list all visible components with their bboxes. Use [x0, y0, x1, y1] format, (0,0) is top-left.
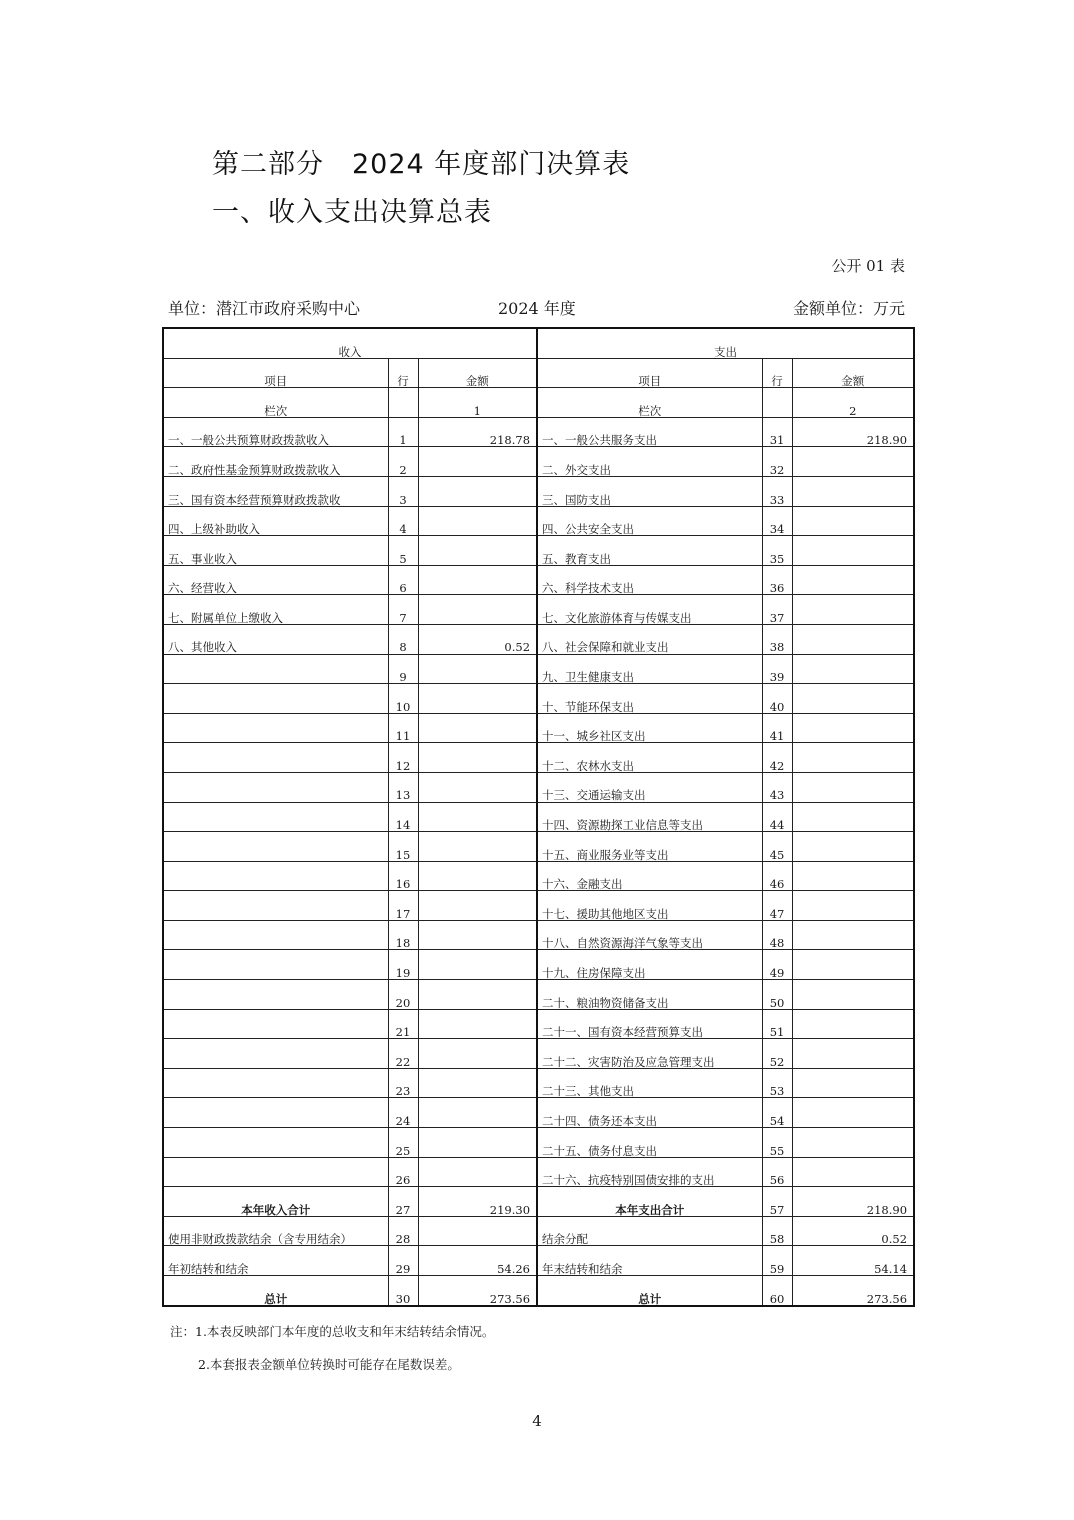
income-item-cell: 三、国有资本经营预算财政拨款收	[163, 476, 388, 506]
total-row	[163, 1246, 914, 1276]
income-amount-cell: 0.52	[418, 624, 537, 654]
expense-amount-cell	[792, 1098, 914, 1128]
income-amount-cell	[418, 684, 537, 714]
income-line-cell: 27	[388, 1187, 418, 1217]
income-amount-cell	[418, 772, 537, 802]
expense-item-cell: 七、文化旅游体育与传媒支出	[537, 595, 762, 625]
income-amount-header: 金额	[418, 358, 537, 388]
expense-item-cell: 十六、金融支出	[537, 861, 762, 891]
income-item-cell	[163, 1098, 388, 1128]
expense-amount-cell	[792, 1039, 914, 1069]
table-row	[163, 1157, 914, 1187]
income-amount-cell: 218.78	[418, 417, 537, 447]
income-line-cell: 9	[388, 654, 418, 684]
expense-item-cell: 九、卫生健康支出	[537, 654, 762, 684]
expense-item-cell: 十五、商业服务业等支出	[537, 832, 762, 862]
income-amount-cell	[418, 802, 537, 832]
income-line-cell: 13	[388, 772, 418, 802]
expense-item-cell: 结余分配	[537, 1216, 762, 1246]
income-item-cell	[163, 832, 388, 862]
expense-line-cell: 52	[762, 1039, 792, 1069]
income-line-cell: 24	[388, 1098, 418, 1128]
expense-item-cell: 十三、交通运输支出	[537, 772, 762, 802]
fiscal-year: 2024 年度	[498, 299, 576, 318]
expense-amount-cell: 54.14	[792, 1246, 914, 1276]
expense-line-cell: 53	[762, 1068, 792, 1098]
expense-line-cell: 41	[762, 713, 792, 743]
income-item-cell	[163, 920, 388, 950]
expense-line-cell: 38	[762, 624, 792, 654]
income-item-cell: 二、政府性基金预算财政拨款收入	[163, 447, 388, 477]
income-item-cell: 总计	[163, 1276, 388, 1306]
table-row	[163, 1068, 914, 1098]
table-row	[163, 861, 914, 891]
income-line-cell: 21	[388, 1009, 418, 1039]
expense-seq-number: 2	[792, 388, 914, 418]
expense-line-cell: 46	[762, 861, 792, 891]
expense-item-cell: 十二、农林水支出	[537, 743, 762, 773]
expense-line-cell: 55	[762, 1128, 792, 1158]
income-item-cell	[163, 713, 388, 743]
income-item-cell	[163, 654, 388, 684]
expense-line-cell: 60	[762, 1276, 792, 1306]
income-line-cell: 5	[388, 536, 418, 566]
table-row	[163, 1009, 914, 1039]
table-row	[163, 536, 914, 566]
income-item-cell	[163, 1157, 388, 1187]
expense-item-cell: 一、一般公共服务支出	[537, 417, 762, 447]
expense-amount-cell	[792, 447, 914, 477]
income-line-cell: 25	[388, 1128, 418, 1158]
expense-line-cell: 56	[762, 1157, 792, 1187]
form-code: 公开 01 表	[831, 257, 905, 275]
table-row	[163, 476, 914, 506]
income-amount-cell	[418, 506, 537, 536]
income-amount-cell	[418, 950, 537, 980]
income-item-cell	[163, 772, 388, 802]
expense-line-cell: 58	[762, 1216, 792, 1246]
income-line-header: 行	[388, 358, 418, 388]
table-row	[163, 1098, 914, 1128]
income-amount-cell	[418, 1039, 537, 1069]
income-amount-cell	[418, 743, 537, 773]
table-row	[163, 713, 914, 743]
income-amount-cell	[418, 1098, 537, 1128]
expense-item-cell: 十七、援助其他地区支出	[537, 891, 762, 921]
expense-amount-cell	[792, 476, 914, 506]
table-row	[163, 595, 914, 625]
expense-header: 支出	[537, 328, 914, 358]
income-amount-cell	[418, 654, 537, 684]
expense-item-cell: 总计	[537, 1276, 762, 1306]
table-row	[163, 447, 914, 477]
income-item-cell: 五、事业收入	[163, 536, 388, 566]
income-item-cell: 六、经营收入	[163, 565, 388, 595]
income-item-cell	[163, 1039, 388, 1069]
expense-line-cell: 48	[762, 920, 792, 950]
table-row	[163, 832, 914, 862]
expense-amount-cell	[792, 1128, 914, 1158]
income-expense-table	[162, 327, 915, 1307]
expense-amount-cell	[792, 1157, 914, 1187]
expense-amount-cell	[792, 832, 914, 862]
expense-item-cell: 六、科学技术支出	[537, 565, 762, 595]
table-row	[163, 743, 914, 773]
income-line-cell: 10	[388, 684, 418, 714]
expense-item-cell: 五、教育支出	[537, 536, 762, 566]
income-item-cell	[163, 802, 388, 832]
income-item-cell	[163, 861, 388, 891]
expense-line-cell: 42	[762, 743, 792, 773]
income-amount-cell	[418, 1216, 537, 1246]
income-amount-cell	[418, 565, 537, 595]
expense-amount-cell	[792, 565, 914, 595]
table-row	[163, 950, 914, 980]
expense-line-cell: 31	[762, 417, 792, 447]
expense-amount-cell	[792, 743, 914, 773]
expense-item-cell: 本年支出合计	[537, 1187, 762, 1217]
expense-amount-cell	[792, 595, 914, 625]
table-row	[163, 1039, 914, 1069]
expense-item-cell: 二十、粮油物资储备支出	[537, 980, 762, 1010]
expense-amount-cell	[792, 980, 914, 1010]
income-amount-cell	[418, 832, 537, 862]
expense-item-cell: 八、社会保障和就业支出	[537, 624, 762, 654]
expense-item-cell: 二十二、灾害防治及应急管理支出	[537, 1039, 762, 1069]
expense-amount-cell: 273.56	[792, 1276, 914, 1306]
expense-item-cell: 二、外交支出	[537, 447, 762, 477]
expense-line-cell: 40	[762, 684, 792, 714]
expense-seq-label: 栏次	[537, 388, 762, 418]
table-row	[163, 802, 914, 832]
expense-item-cell: 二十三、其他支出	[537, 1068, 762, 1098]
income-item-cell	[163, 684, 388, 714]
table-row	[163, 891, 914, 921]
expense-amount-cell	[792, 802, 914, 832]
expense-amount-cell	[792, 506, 914, 536]
expense-amount-cell	[792, 684, 914, 714]
expense-line-cell: 49	[762, 950, 792, 980]
income-line-cell: 7	[388, 595, 418, 625]
income-item-cell	[163, 743, 388, 773]
income-line-cell: 14	[388, 802, 418, 832]
expense-item-cell: 十九、住房保障支出	[537, 950, 762, 980]
expense-line-cell: 43	[762, 772, 792, 802]
income-amount-cell	[418, 980, 537, 1010]
expense-item-cell: 十一、城乡社区支出	[537, 713, 762, 743]
expense-item-cell: 十、节能环保支出	[537, 684, 762, 714]
expense-line-cell: 47	[762, 891, 792, 921]
income-line-cell: 4	[388, 506, 418, 536]
table-row	[163, 506, 914, 536]
income-line-cell: 26	[388, 1157, 418, 1187]
income-amount-cell: 219.30	[418, 1187, 537, 1217]
money-unit: 金额单位：万元	[792, 299, 905, 318]
income-item-cell: 四、上级补助收入	[163, 506, 388, 536]
income-line-cell: 2	[388, 447, 418, 477]
income-item-cell: 年初结转和结余	[163, 1246, 388, 1276]
note-2: 2.本套报表金额单位转换时可能存在尾数误差。	[198, 1357, 460, 1372]
expense-item-cell: 二十四、债务还本支出	[537, 1098, 762, 1128]
income-item-cell	[163, 1009, 388, 1039]
expense-amount-cell: 0.52	[792, 1216, 914, 1246]
table-row	[163, 624, 914, 654]
expense-amount-cell	[792, 536, 914, 566]
table-title: 一、收入支出决算总表	[212, 197, 492, 228]
income-line-cell: 18	[388, 920, 418, 950]
income-item-cell	[163, 1068, 388, 1098]
expense-line-cell: 33	[762, 476, 792, 506]
table-row	[163, 565, 914, 595]
table-row	[163, 654, 914, 684]
expense-line-cell: 51	[762, 1009, 792, 1039]
income-amount-cell: 273.56	[418, 1276, 537, 1306]
income-line-cell: 22	[388, 1039, 418, 1069]
total-row	[163, 1216, 914, 1246]
expense-line-cell: 37	[762, 595, 792, 625]
expense-amount-cell	[792, 1068, 914, 1098]
note-1: 注：1.本表反映部门本年度的总收支和年末结转结余情况。	[170, 1324, 495, 1339]
income-amount-cell	[418, 476, 537, 506]
income-item-header: 项目	[163, 358, 388, 388]
income-line-cell: 11	[388, 713, 418, 743]
expense-item-header: 项目	[537, 358, 762, 388]
income-header: 收入	[163, 328, 537, 358]
income-amount-cell	[418, 1157, 537, 1187]
income-item-cell	[163, 950, 388, 980]
expense-amount-cell	[792, 920, 914, 950]
income-line-cell: 15	[388, 832, 418, 862]
expense-seq-line	[762, 388, 792, 418]
income-line-cell: 3	[388, 476, 418, 506]
expense-amount-cell	[792, 891, 914, 921]
expense-item-cell: 二十五、债务付息支出	[537, 1128, 762, 1158]
income-amount-cell	[418, 891, 537, 921]
expense-item-cell: 二十一、国有资本经营预算支出	[537, 1009, 762, 1039]
income-line-cell: 19	[388, 950, 418, 980]
expense-item-cell: 十八、自然资源海洋气象等支出	[537, 920, 762, 950]
expense-item-cell: 年末结转和结余	[537, 1246, 762, 1276]
expense-line-cell: 45	[762, 832, 792, 862]
income-amount-cell: 54.26	[418, 1246, 537, 1276]
income-line-cell: 8	[388, 624, 418, 654]
expense-amount-cell	[792, 950, 914, 980]
expense-amount-cell	[792, 624, 914, 654]
income-line-cell: 12	[388, 743, 418, 773]
income-item-cell: 八、其他收入	[163, 624, 388, 654]
expense-amount-cell	[792, 654, 914, 684]
expense-line-cell: 32	[762, 447, 792, 477]
expense-amount-cell: 218.90	[792, 1187, 914, 1217]
income-seq-line	[388, 388, 418, 418]
income-amount-cell	[418, 861, 537, 891]
expense-line-cell: 50	[762, 980, 792, 1010]
table-row	[163, 1128, 914, 1158]
income-line-cell: 1	[388, 417, 418, 447]
expense-amount-cell: 218.90	[792, 417, 914, 447]
expense-line-cell: 36	[762, 565, 792, 595]
reporting-unit: 单位：潜江市政府采购中心	[168, 299, 361, 318]
expense-line-cell: 54	[762, 1098, 792, 1128]
expense-line-cell: 35	[762, 536, 792, 566]
expense-line-cell: 44	[762, 802, 792, 832]
table-row	[163, 920, 914, 950]
income-item-cell: 一、一般公共预算财政拨款收入	[163, 417, 388, 447]
income-item-cell: 七、附属单位上缴收入	[163, 595, 388, 625]
income-line-cell: 28	[388, 1216, 418, 1246]
income-item-cell: 本年收入合计	[163, 1187, 388, 1217]
table-row	[163, 417, 914, 447]
income-amount-cell	[418, 920, 537, 950]
section-header-row	[163, 328, 914, 358]
income-line-cell: 6	[388, 565, 418, 595]
income-line-cell: 16	[388, 861, 418, 891]
income-line-cell: 29	[388, 1246, 418, 1276]
income-amount-cell	[418, 536, 537, 566]
expense-amount-cell	[792, 1009, 914, 1039]
expense-amount-cell	[792, 772, 914, 802]
income-item-cell	[163, 980, 388, 1010]
column-header-row	[163, 358, 914, 388]
total-row	[163, 1187, 914, 1217]
expense-item-cell: 四、公共安全支出	[537, 506, 762, 536]
table-row	[163, 772, 914, 802]
table-row	[163, 684, 914, 714]
part-title: 第二部分 2024 年度部门决算表	[212, 149, 631, 180]
table-row	[163, 980, 914, 1010]
income-line-cell: 20	[388, 980, 418, 1010]
income-item-cell	[163, 891, 388, 921]
expense-amount-header: 金额	[792, 358, 914, 388]
income-line-cell: 23	[388, 1068, 418, 1098]
page-number: 4	[532, 1412, 542, 1430]
income-amount-cell	[418, 1128, 537, 1158]
income-line-cell: 17	[388, 891, 418, 921]
income-amount-cell	[418, 595, 537, 625]
expense-item-cell: 十四、资源勘探工业信息等支出	[537, 802, 762, 832]
expense-item-cell: 二十六、抗疫特别国债安排的支出	[537, 1157, 762, 1187]
income-amount-cell	[418, 1068, 537, 1098]
income-amount-cell	[418, 713, 537, 743]
income-seq-number: 1	[418, 388, 537, 418]
expense-line-cell: 39	[762, 654, 792, 684]
expense-line-cell: 57	[762, 1187, 792, 1217]
income-line-cell: 30	[388, 1276, 418, 1306]
expense-line-header: 行	[762, 358, 792, 388]
expense-line-cell: 34	[762, 506, 792, 536]
expense-amount-cell	[792, 861, 914, 891]
expense-amount-cell	[792, 713, 914, 743]
expense-line-cell: 59	[762, 1246, 792, 1276]
income-item-cell: 使用非财政拨款结余（含专用结余）	[163, 1216, 388, 1246]
income-amount-cell	[418, 1009, 537, 1039]
income-seq-label: 栏次	[163, 388, 388, 418]
total-row	[163, 1276, 914, 1306]
income-amount-cell	[418, 447, 537, 477]
income-item-cell	[163, 1128, 388, 1158]
expense-item-cell: 三、国防支出	[537, 476, 762, 506]
column-seq-row	[163, 388, 914, 418]
